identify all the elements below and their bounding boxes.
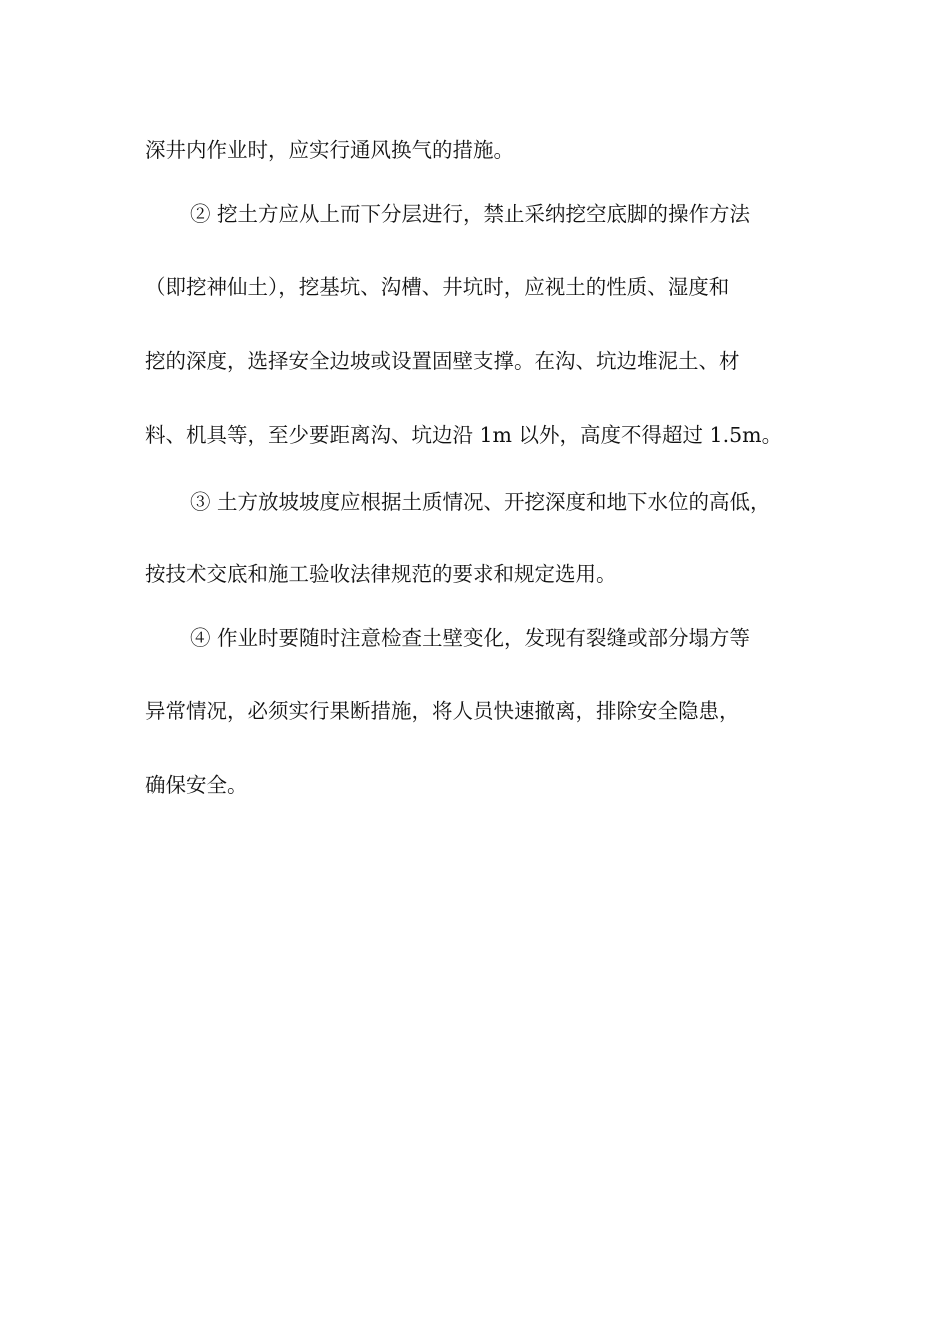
paragraph-4-first-line: ④ 作业时要随时注意检查土壁变化，发现有裂缝或部分塌方等 — [190, 626, 751, 650]
body-text-line: 料、机具等，至少要距离沟、坑边沿 1m 以外，高度不得超过 1.5m。 — [145, 423, 783, 447]
body-text-line: 深井内作业时，应实行通风换气的措施。 — [145, 138, 514, 162]
paragraph-3-first-line: ③ 土方放坡坡度应根据土质情况、开挖深度和地下水位的高低， — [190, 490, 771, 514]
body-text-line: （即挖神仙土），挖基坑、沟槽、井坑时，应视土的性质、湿度和 — [145, 275, 730, 299]
body-text-line: 异常情况，必须实行果断措施，将人员快速撤离，排除安全隐患， — [145, 699, 740, 723]
paragraph-2-first-line: ② 挖土方应从上而下分层进行，禁止采纳挖空底脚的操作方法 — [190, 202, 751, 226]
body-text-line: 确保安全。 — [145, 773, 248, 797]
body-text-line: 挖的深度，选择安全边坡或设置固壁支撑。在沟、坑边堆泥土、材 — [145, 349, 740, 373]
body-text-line: 按技术交底和施工验收法律规范的要求和规定选用。 — [145, 562, 617, 586]
